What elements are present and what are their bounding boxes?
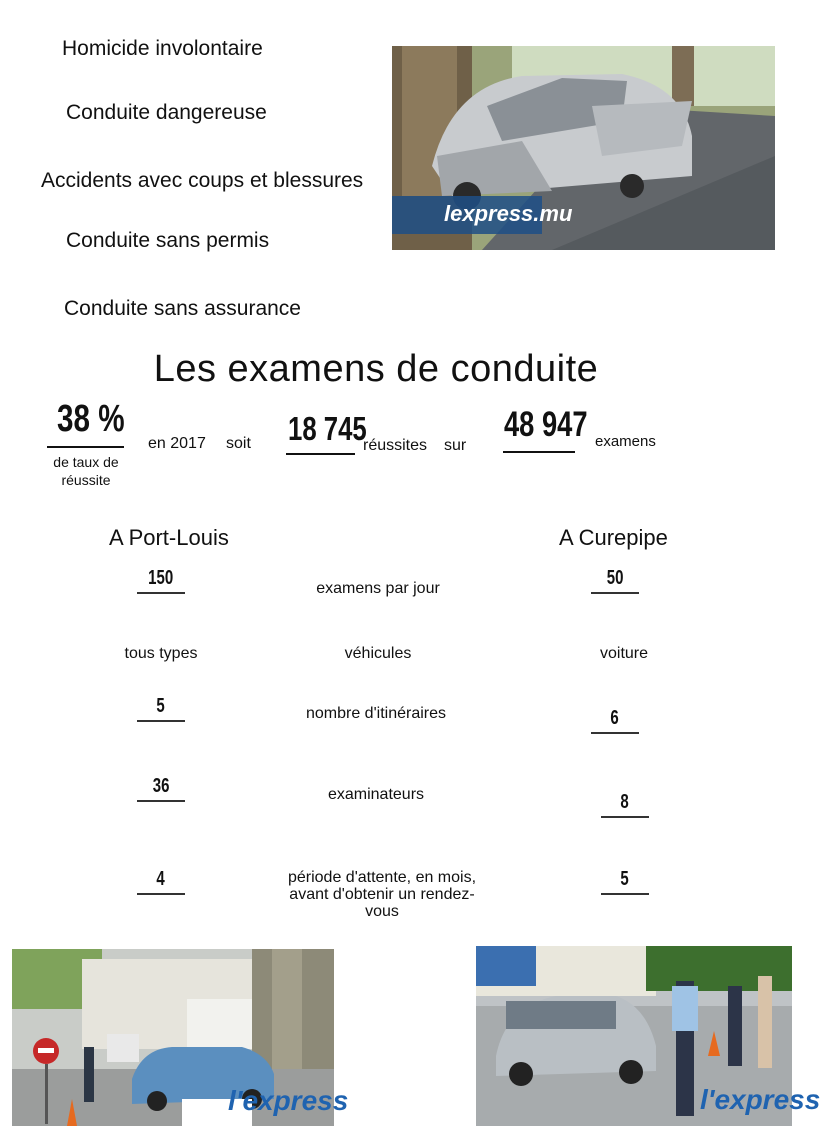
label-vehicles: véhicules (344, 645, 412, 662)
city-curepipe: A Curepipe (559, 525, 668, 550)
total-label: examens (595, 433, 656, 450)
lexpress-watermark: lexpress.mu (444, 201, 573, 226)
port-louis-itineraries: 5 (137, 695, 185, 722)
accident-photo (392, 46, 775, 250)
success-rate-label: de taux de réussite (53, 454, 119, 488)
port-louis-exam-photo (12, 949, 349, 1126)
port-louis-waiting-months: 4 (137, 868, 185, 895)
label-itineraries: nombre d'itinéraires (305, 705, 446, 722)
passed-count: 18 745 (288, 410, 367, 447)
offense-dangerous-driving: Conduite dangereuse (66, 101, 267, 124)
curepipe-waiting-months: 5 (601, 868, 649, 895)
total-value-box (503, 405, 588, 453)
offense-no-license: Conduite sans permis (66, 229, 270, 252)
port-louis-exams-per-day: 150 (137, 567, 185, 594)
passed-value-box (286, 410, 367, 455)
page-title: Les examens de conduite (153, 348, 599, 390)
port-louis-vehicles: tous types (124, 645, 198, 662)
year-text: en 2017 (148, 435, 206, 452)
label-exams-per-day: examens par jour (316, 580, 440, 597)
total-count: 48 947 (504, 405, 588, 444)
passed-label: réussites (363, 437, 428, 454)
label-examiners: examinateurs (327, 786, 425, 803)
offense-no-insurance: Conduite sans assurance (64, 297, 301, 320)
rate-value-box (47, 398, 124, 448)
offense-homicide: Homicide involontaire (62, 37, 263, 60)
curepipe-examiners: 8 (601, 791, 649, 818)
curepipe-itineraries: 6 (591, 707, 639, 734)
offense-accidents-injuries: Accidents avec coups et blessures (41, 169, 364, 192)
port-louis-examiners: 36 (137, 775, 185, 802)
success-rate: 38 % (57, 398, 125, 440)
curepipe-exams-per-day: 50 (591, 567, 639, 594)
soit-text: soit (226, 435, 251, 452)
city-port-louis: A Port-Louis (109, 525, 229, 550)
curepipe-exam-photo (476, 946, 820, 1126)
lexpress-watermark-right: l'express (700, 1084, 820, 1115)
curepipe-vehicles: voiture (599, 645, 649, 662)
sur-text: sur (444, 437, 467, 454)
lexpress-watermark-left: l'express (228, 1085, 349, 1116)
label-waiting-period: période d'attente, en mois, avant d'obtenir un rendez-vous (287, 869, 477, 920)
